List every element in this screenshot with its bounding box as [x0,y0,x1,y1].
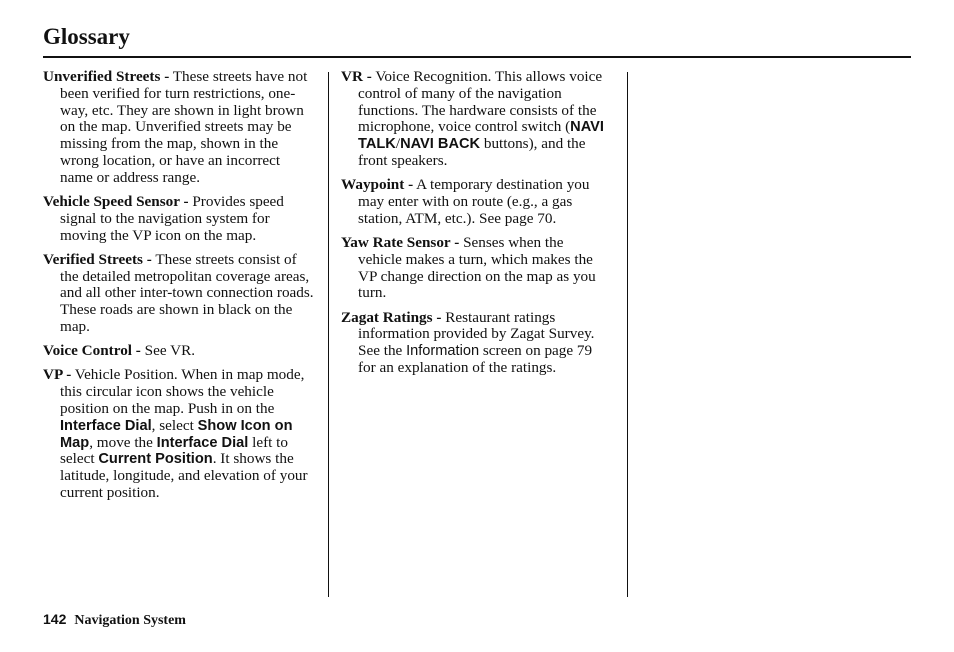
entry-unverified-streets [43,69,315,187]
entry-text: / [395,135,401,153]
page-number: 142 [43,611,67,627]
entry-vr [341,69,611,170]
ui-label-interface-dial: Interface Dial [60,417,152,434]
entry-text: . It shows the latitude, longitude, and elevation of your current position. [60,450,308,501]
footer-system-name: Navigation System [74,613,186,628]
entry-text: These streets have not been verified for turn restrictions, one-way, etc. They are shown in light brown on the map. Unverified streets may be missing from the map, shown in the wrong location, or have an incorrect name or address range. [60,68,308,186]
column-divider [328,72,329,597]
entry-term: VP - [43,366,72,384]
entry-text: , select [151,416,198,434]
entry-text: left to select [60,433,288,468]
entry-waypoint [341,177,611,227]
entry-term: Zagat Ratings - [341,308,442,326]
ui-label-navi-back: NAVI BACK [400,136,481,153]
entry-vehicle-speed-sensor [43,194,315,244]
entry-term: Verified Streets - [43,250,152,268]
entry-vp [43,367,315,501]
ui-label-show-icon-on-map: Show Icon on Map [60,417,293,451]
entry-text: Voice Recognition. This allows voice control of many of the navigation functions. The hardware consists of the microphone, voice control switch ( [358,68,603,136]
entry-text: Restaurant ratings information provided by Zagat Survey. See the [358,308,595,360]
entry-text: buttons), and the front speakers. [358,135,586,169]
column-middle [341,69,611,384]
ui-label-information: Information [406,343,480,360]
entry-yaw-rate-sensor [341,235,611,302]
column-divider [627,72,628,597]
entry-term: Yaw Rate Sensor - [341,233,460,251]
entry-voice-control [43,343,315,360]
entry-text: Vehicle Position. When in map mode, this circular icon shows the vehicle position on the map. Push in on the [60,366,305,417]
entry-zagat-ratings [341,310,611,377]
entry-text: Provides speed signal to the navigation system for moving the VP icon on the map. [60,192,284,244]
entry-text: Senses when the vehicle makes a turn, which makes the VP change direction on the map as you turn. [358,233,596,302]
entry-text: A temporary destination you may enter with on route (e.g., a gas station, ATM, etc.). See page 70. [358,176,590,227]
entry-term: Unverified Streets - [43,68,170,85]
entry-term: Waypoint - [341,176,414,194]
entry-text: , move the [89,433,157,451]
page-footer [43,611,186,629]
column-left [43,69,315,509]
page-title: Glossary [43,24,130,49]
entry-text: These streets consist of the detailed metropolitan coverage areas, and all other inter-town connection roads. These roads are shown in black on the map. [60,250,314,335]
title-rule [43,56,911,58]
entry-verified-streets [43,252,315,336]
entry-term: Vehicle Speed Sensor - [43,192,189,210]
ui-label-interface-dial: Interface Dial [156,434,249,451]
ui-label-current-position: Current Position [98,451,213,468]
entry-text: See VR. [140,342,196,360]
ui-label-navi-talk: NAVI TALK [358,119,604,153]
entry-term: Voice Control - [43,342,141,360]
entry-text: screen on page 79 for an explanation of the ratings. [358,342,593,376]
entry-term: VR - [341,68,372,85]
